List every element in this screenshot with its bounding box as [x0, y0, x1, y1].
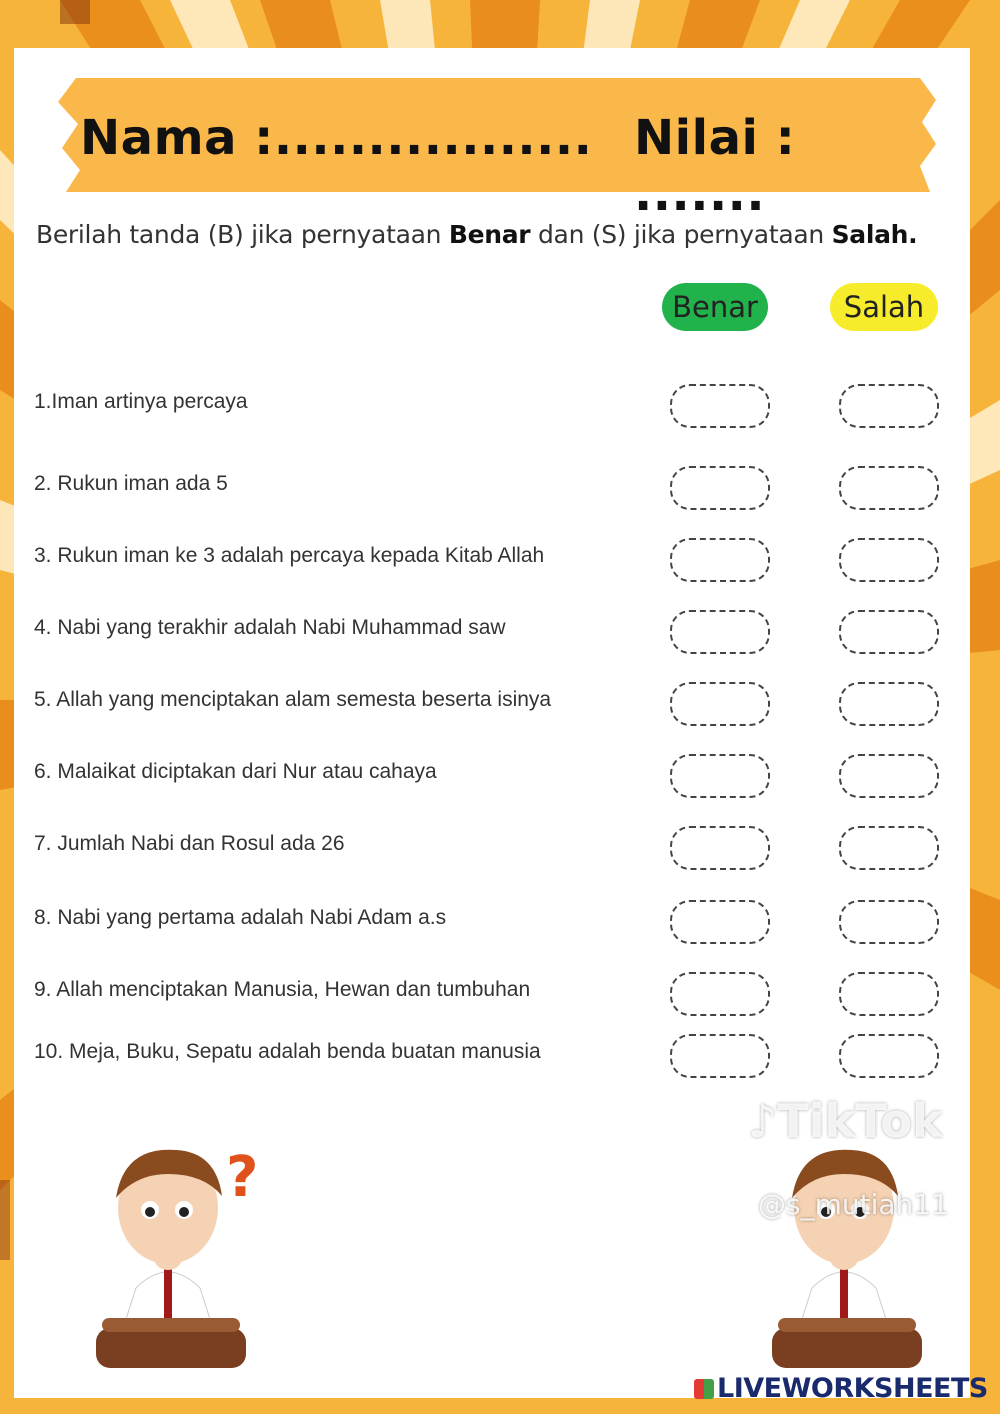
question-text: 8. Nabi yang pertama adalah Nabi Adam a.s [34, 906, 447, 929]
answer-box-salah[interactable] [839, 384, 939, 428]
liveworksheets-logo [694, 1373, 988, 1407]
answer-box-benar[interactable] [670, 384, 770, 428]
question-row [14, 1034, 970, 1080]
instruction-part-2: dan (S) jika pernyataan [530, 220, 832, 249]
question-mark-icon: ? [226, 1145, 259, 1210]
thinking-student-illustration-right [752, 1138, 942, 1378]
name-field-label: Nama :................. [80, 110, 593, 166]
answer-box-benar[interactable] [670, 972, 770, 1016]
answer-box-benar[interactable] [670, 826, 770, 870]
question-text: 10. Meja, Buku, Sepatu adalah benda buatan manusia [34, 1040, 541, 1063]
instruction-part-1: Berilah tanda (B) jika pernyataan [36, 220, 449, 249]
answer-box-benar[interactable] [670, 538, 770, 582]
question-text: 3. Rukun iman ke 3 adalah percaya kepada Kitab Allah [34, 544, 545, 567]
answer-box-salah[interactable] [839, 538, 939, 582]
liveworksheets-logo-text: LIVEWORKSHEETS [717, 1373, 988, 1404]
question-row [14, 682, 970, 728]
question-text: 2. Rukun iman ada 5 [34, 472, 228, 495]
column-header-salah: Salah [830, 283, 938, 331]
answer-box-salah[interactable] [839, 466, 939, 510]
thinking-student-illustration [76, 1138, 266, 1378]
instruction-text [36, 220, 966, 249]
tiktok-watermark [748, 1094, 943, 1148]
answer-box-salah[interactable] [839, 682, 939, 726]
tiktok-username-watermark: @s_mutiah11 [758, 1188, 949, 1221]
instruction-benar-bold: Benar [448, 220, 531, 249]
answer-box-benar[interactable] [670, 1034, 770, 1078]
answer-box-salah[interactable] [839, 610, 939, 654]
answer-box-salah[interactable] [839, 1034, 939, 1078]
question-row [14, 384, 970, 430]
score-field-label: Nilai : ....... [634, 110, 796, 222]
tiktok-watermark-text: TikTok [777, 1094, 943, 1148]
liveworksheets-icon [694, 1379, 714, 1399]
question-row [14, 826, 970, 872]
question-text: 5. Allah yang menciptakan alam semesta beserta isinya [34, 688, 552, 711]
question-row [14, 610, 970, 656]
question-text: 4. Nabi yang terakhir adalah Nabi Muhammad saw [34, 616, 506, 639]
tiktok-note-icon: ♪ [748, 1094, 778, 1148]
answer-box-salah[interactable] [839, 972, 939, 1016]
question-text: 6. Malaikat diciptakan dari Nur atau cahaya [34, 760, 437, 783]
question-text: 1.Iman artinya percaya [34, 390, 248, 413]
header-ribbon [58, 78, 938, 222]
answer-box-benar[interactable] [670, 682, 770, 726]
answer-box-benar[interactable] [670, 610, 770, 654]
question-text: 7. Jumlah Nabi dan Rosul ada 26 [34, 832, 345, 855]
instruction-salah-bold: Salah. [831, 220, 918, 249]
question-row [14, 972, 970, 1018]
answer-box-benar[interactable] [670, 466, 770, 510]
answer-box-salah[interactable] [839, 754, 939, 798]
question-row [14, 900, 970, 946]
answer-box-salah[interactable] [839, 826, 939, 870]
question-row [14, 754, 970, 800]
answer-box-benar[interactable] [670, 754, 770, 798]
question-row [14, 538, 970, 584]
question-text: 9. Allah menciptakan Manusia, Hewan dan tumbuhan [34, 978, 531, 1001]
question-row [14, 466, 970, 512]
answer-box-salah[interactable] [839, 900, 939, 944]
answer-box-benar[interactable] [670, 900, 770, 944]
column-header-benar: Benar [662, 283, 768, 331]
